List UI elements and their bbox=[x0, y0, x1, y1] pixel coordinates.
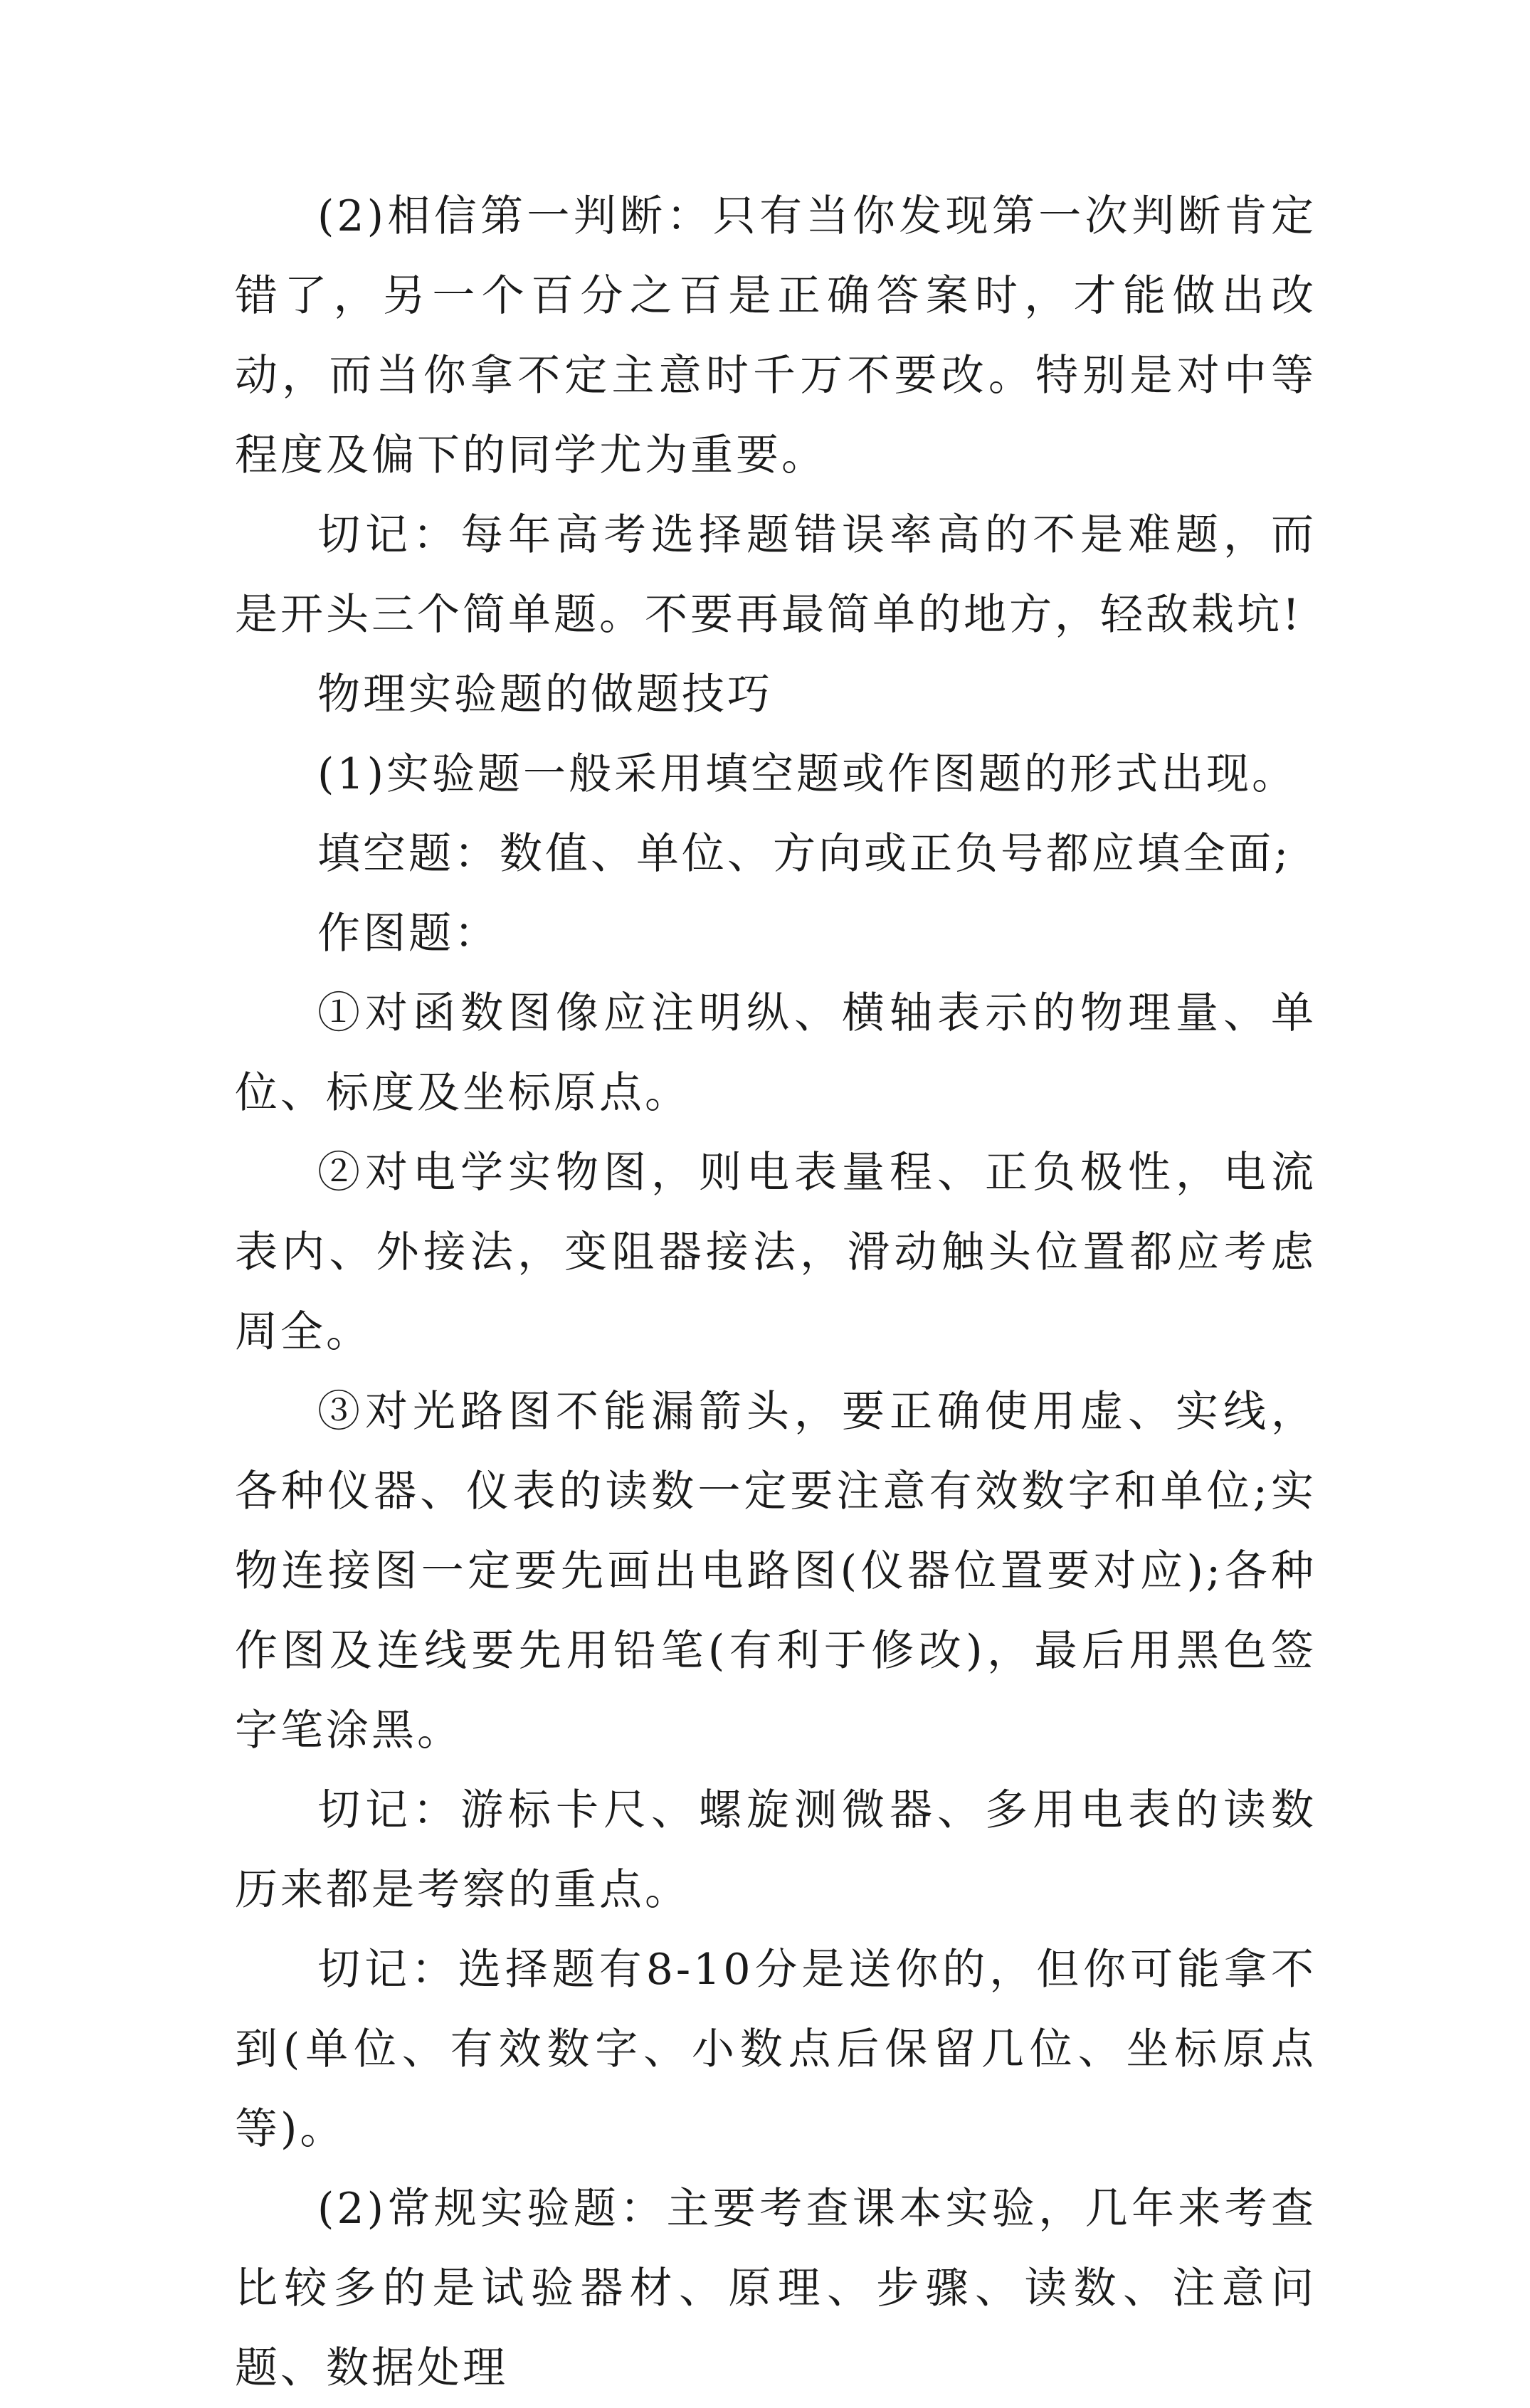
paragraph-trust-first-judgment: (2)相信第一判断：只有当你发现第一次判断肯定错了，另一个百分之百是正确答案时，才能做出改动，而当你拿不定主意时千万不要改。特别是对中等程度及偏下的同学尤为重要。 bbox=[235, 191, 1317, 480]
paragraph-electrical-diagram: ②对电学实物图，则电表量程、正负极性，电流表内、外接法，变阻器接法，滑动触头位置都应考虑周全。 bbox=[235, 1148, 1317, 1357]
paragraph-reminder-easy-questions: 切记：每年高考选择题错误率高的不是难题，而是开头三个简单题。不要再最简单的地方，轻敌栽坑! bbox=[235, 510, 1317, 640]
paragraph-fill-in-blank: 填空题：数值、单位、方向或正负号都应填全面; bbox=[317, 829, 1292, 879]
paragraph-drawing-questions: 作图题： bbox=[317, 909, 500, 959]
document-body bbox=[235, 176, 1317, 2408]
section-heading-experiment-tips: 物理实验题的做题技巧 bbox=[317, 670, 773, 719]
paragraph-reminder-instrument-reading: 切记：游标卡尺、螺旋测微器、多用电表的读数历来都是考察的重点。 bbox=[235, 1785, 1317, 1915]
paragraph-function-graph: ①对函数图像应注明纵、横轴表示的物理量、单位、标度及坐标原点。 bbox=[235, 988, 1317, 1118]
paragraph-optical-path: ③对光路图不能漏箭头，要正确使用虚、实线，各种仪器、仪表的读数一定要注意有效数字和单位;实物连接图一定要先画出电路图(仪器位置要对应);各种作图及连线要先用铅笔(有利于修改)，最后用黑色签字笔涂黑。 bbox=[235, 1387, 1317, 1755]
paragraph-experiment-format: (1)实验题一般采用填空题或作图题的形式出现。 bbox=[317, 749, 1297, 799]
paragraph-routine-experiments: (2)常规实验题：主要考查课本实验，几年来考查比较多的是试验器材、原理、步骤、读数、注意问题、数据处理 bbox=[235, 2184, 1317, 2393]
paragraph-reminder-free-points: 切记：选择题有8-10分是送你的，但你可能拿不到(单位、有效数字、小数点后保留几位、坐标原点等)。 bbox=[235, 1945, 1317, 2154]
